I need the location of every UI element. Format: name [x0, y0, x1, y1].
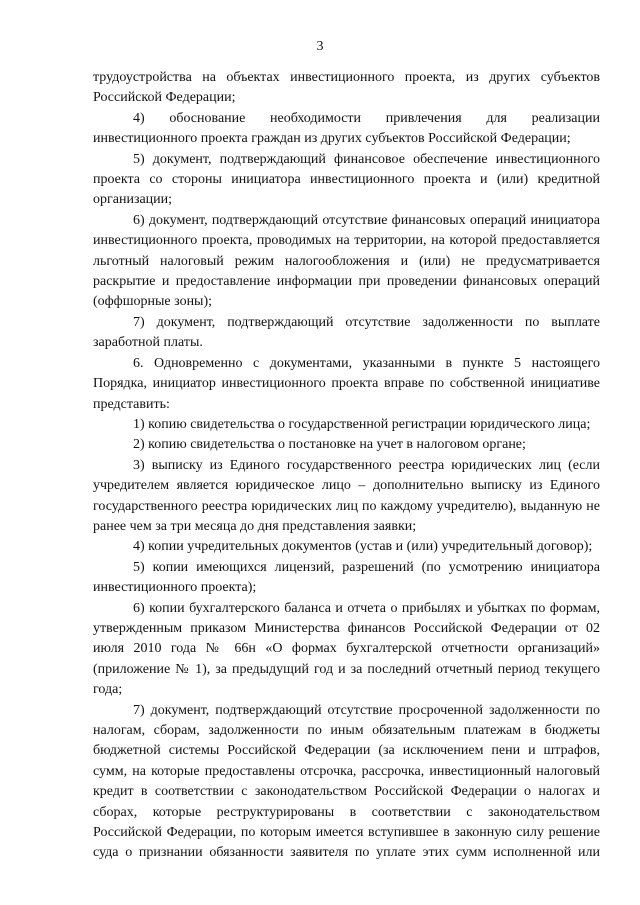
paragraph: трудоустройства на объектах инвестиционного проекта, из других субъектов Российской Федерации; — [93, 70, 600, 106]
page-number: 3 — [316, 39, 324, 54]
paragraph: 6) копии бухгалтерского баланса и отчета о прибылях и убытках по формам, утвержденным приказом Министерства финансов Российской Федерации от 02 июля 2010 года № 66н «О формах бухгалтерской отчетности организаций» (приложение № 1), за предыдущий год и за последний отчетный период текущего года; — [93, 600, 600, 698]
paragraph: 6. Одновременно с документами, указанными в пункте 5 настоящего Порядка, инициатор инвестиционного проекта вправе по собственной инициативе представить: — [93, 355, 600, 412]
document-body — [93, 68, 600, 864]
paragraph: 5) копии имеющихся лицензий, разрешений (по усмотрению инициатора инвестиционного проекта); — [93, 559, 600, 596]
paragraph: 3) выписку из Единого государственного реестра юридических лиц (если учредителем является юридическое лицо – дополнительно выписку из Единого государственного реестра юридических лиц по каждому учредителю), выданную не ранее чем за три месяца до дня представления заявки; — [93, 457, 600, 534]
paragraph: 4) копии учредительных документов (устав и (или) учредительный договор); — [133, 539, 593, 555]
paragraph: 1) копию свидетельства о государственной регистрации юридического лица; — [133, 416, 591, 432]
paragraph: 7) документ, подтверждающий отсутствие задолженности по выплате заработной платы. — [93, 314, 600, 351]
paragraph: 5) документ, подтверждающий финансовое обеспечение инвестиционного проекта со стороны инициатора инвестиционного проекта и (или) кредитной организации; — [93, 151, 600, 208]
paragraph: 4) обоснование необходимости привлечения для реализации инвестиционного проекта граждан из других субъектов Российской Федерации; — [93, 110, 600, 147]
paragraph: 6) документ, подтверждающий отсутствие финансовых операций инициатора инвестиционного проекта, проводимых на территории, на которой предоставляется льготный налоговый режим налогообложения и (или) не предусматривается раскрытие и предоставление информации при проведении финансовых операций (оффшорные зоны); — [93, 212, 600, 310]
paragraph: 7) документ, подтверждающий отсутствие просроченной задолженности по налогам, сборам, задолженности по иным обязательным платежам в бюджеты бюджетной системы Российской Федерации (за исключением пени и штрафов, сумм, на которые предоставлены отсрочка, рассрочка, инвестиционный налоговый кредит в соответствии с законодательством Российской Федерации о налогах и сборах, которые реструктурированы в соответствии с законодательством Российской Федерации, по которым имеется вступившее в законную силу решение суда о признании обязанности заявителя по уплате этих сумм исполненной или — [93, 702, 600, 861]
paragraph: 2) копию свидетельства о постановке на учет в налоговом органе; — [133, 437, 526, 453]
